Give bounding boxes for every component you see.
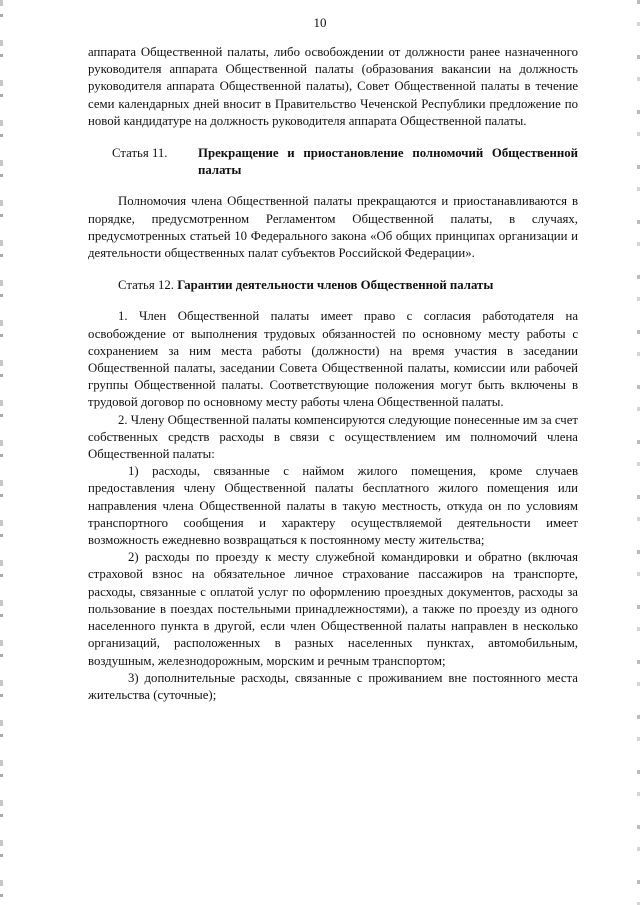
article-11-title: Прекращение и приостановление полномочий Общественной палаты [198, 146, 578, 178]
document-body [88, 44, 578, 704]
paragraph-subitem-3: 3) дополнительные расходы, связанные с проживанием вне постоянного места жительства (суточные); [88, 670, 578, 702]
article-12-heading [88, 277, 578, 294]
paragraph-item-2: 2. Члену Общественной палаты компенсируются следующие понесенные им за счет собственных средств расходы в связи с осуществлением им полномочий члена Общественной палаты: [88, 412, 578, 462]
paragraph-continuation: аппарата Общественной палаты, либо освобождении от должности ранее назначенного руководителя аппарата Общественной палаты (образования вакансии на должность руководителя аппарата Общественной палаты), Совет Общественной палаты в течение семи календарных дней вносит в Правительство Чеченской Республики предложение по новой кандидатуре на должность руководителя аппарата Общественной палаты. [88, 45, 578, 128]
article-11-label: Статья 11. [112, 146, 168, 161]
page-number: 10 [313, 15, 327, 30]
article-12-label: Статья 12. [118, 278, 174, 293]
paragraph-item-1: 1. Член Общественной палаты имеет право с согласия работодателя на освобождение от выполнения трудовых обязанностей по основному месту работы с сохранением за ним места работы (должности) на время участия в заседании Общественной палаты, заседании Совета Общественной палаты, комиссии или рабочей группы Общественной палаты. Соответствующие положения могут быть включены в трудовой договор по основному месту работы члена Общественной палаты. [88, 309, 578, 410]
scan-edge-left [0, 0, 3, 905]
article-12-title: Гарантии деятельности членов Общественной палаты [177, 278, 494, 293]
article-11-heading [88, 145, 578, 179]
paragraph-subitem-2: 2) расходы по проезду к месту служебной командировки и обратно (включая страховой взнос на обязательное личное страхование пассажиров на транспорте, расходы, связанные с оплатой услуг по оформлению проездных документов, расходы за пользование в поездах постельными принадлежностями), а также по проезду из одного населенного пункта в другой, если член Общественной палаты направлен в несколько организаций, расположенных в разных населенных пунктах, автомобильным, воздушным, железнодорожным, морским и речным транспортом; [88, 550, 578, 668]
paragraph-subitem-1: 1) расходы, связанные с наймом жилого помещения, кроме случаев предоставления члену Общественной палаты бесплатного жилого помещения или направления члена Общественной палаты в такую местность, откуда он по условиям транспортного сообщения и характеру осуществляемой деятельности имеет возможность ежедневно возвращаться к постоянному месту жительства; [88, 464, 578, 548]
paragraph-powers-termination: Полномочия члена Общественной палаты прекращаются и приостанавливаются в порядке, предусмотренном Регламентом Общественной палаты, в случаях, предусмотренных статьей 10 Федерального закона «Об общих принципах организации и деятельности общественных палат субъектов Российской Федерации». [88, 194, 578, 261]
